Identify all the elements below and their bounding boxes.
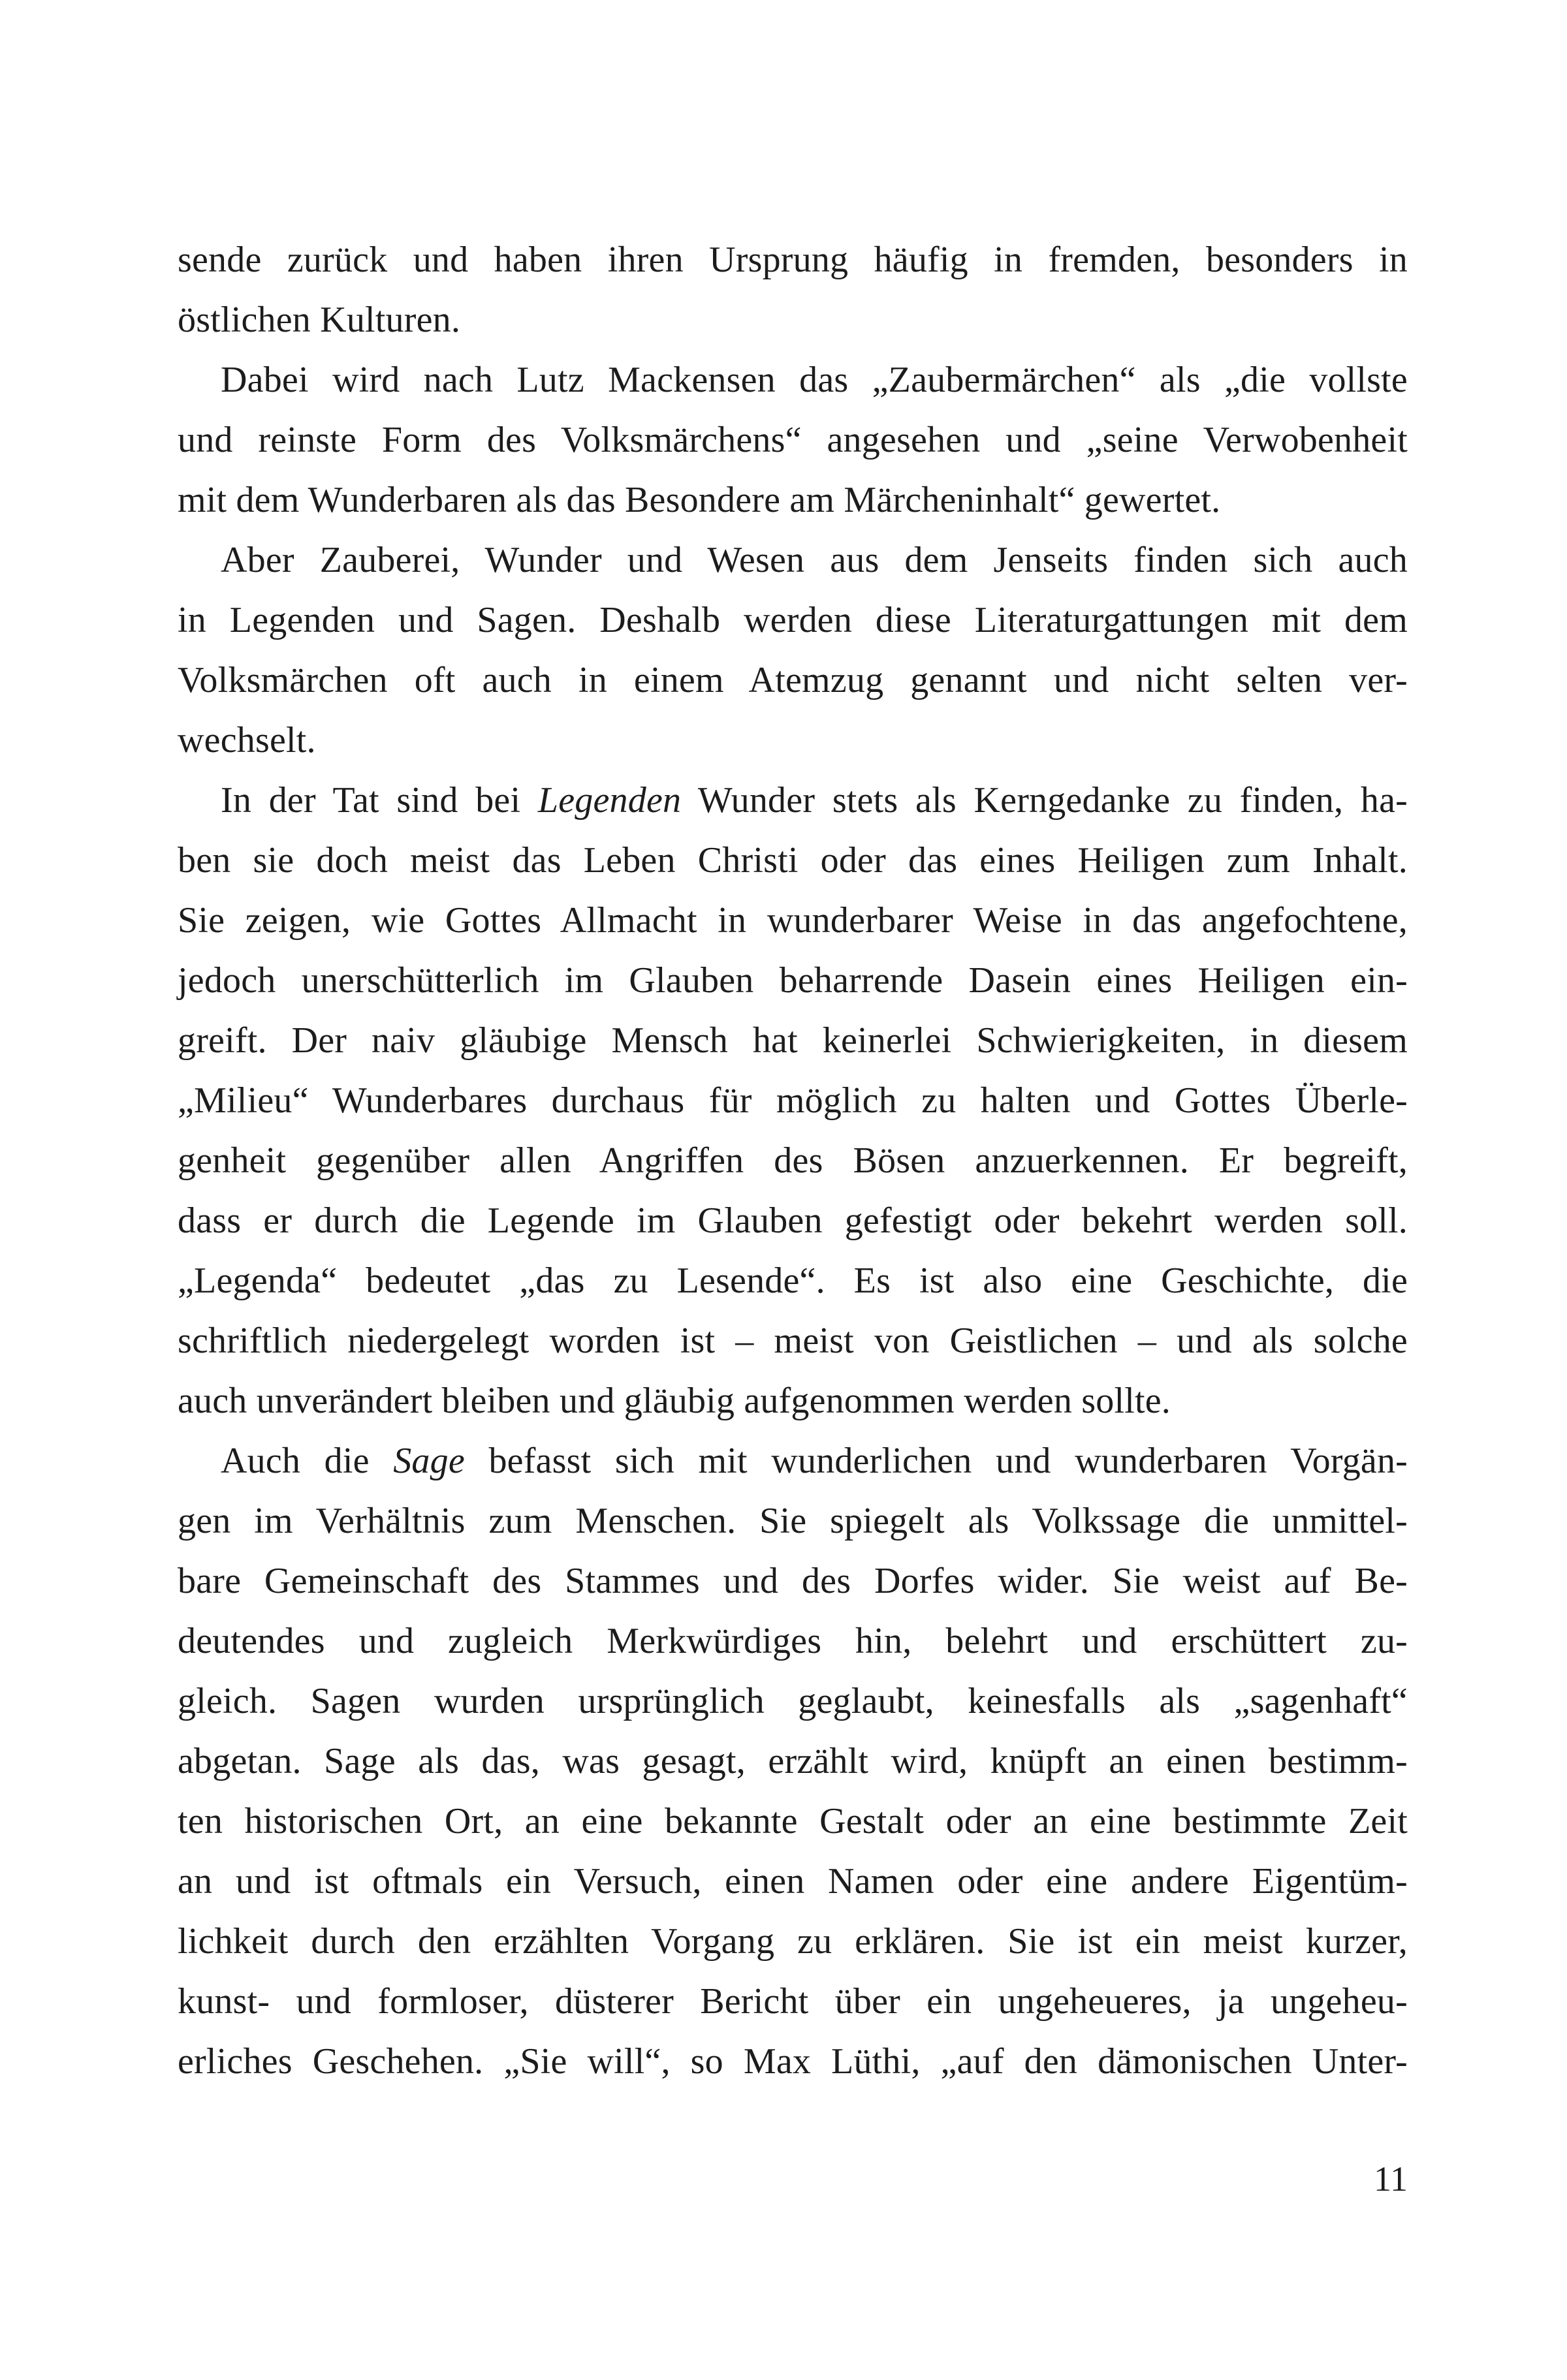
text-line: Aber Zauberei, Wunder und Wesen aus dem Jenseits finden sich auch [221,540,1408,580]
text-line: Sie zeigen, wie Gottes Allmacht in wunderbarer Weise in das angefochtene, [178,900,1408,941]
text-line: In der Tat sind bei Legenden Wunder stets als Kerngedanke zu finden, ha- [221,780,1408,821]
text-line: abgetan. Sage als das, was gesagt, erzählt wird, knüpft an einen bestimm- [178,1741,1408,1781]
text-line: sende zurück und haben ihren Ursprung häufig in fremden, besonders in [178,240,1408,280]
text-line: kunst- und formloser, düsterer Bericht über ein ungeheueres, ja ungeheu- [178,1981,1408,2022]
text-line: Dabei wird nach Lutz Mackensen das „Zaubermärchen“ als „die vollste [221,360,1408,400]
page-text-block [178,230,1408,2091]
text-line: schriftlich niedergelegt worden ist – meist von Geistlichen – und als solche [178,1321,1408,1361]
text-line: deutendes und zugleich Merkwürdiges hin, belehrt und erschüttert zu- [178,1621,1408,1661]
text-line: mit dem Wunderbaren als das Besondere am Märcheninhalt“ gewertet. [178,480,1221,520]
text-line: ben sie doch meist das Leben Christi oder das eines Heiligen zum Inhalt. [178,840,1408,881]
text-line: ten historischen Ort, an eine bekannte Gestalt oder an eine bestimmte Zeit [178,1801,1408,1841]
text-line: bare Gemeinschaft des Stammes und des Dorfes wider. Sie weist auf Be- [178,1561,1408,1601]
text-line: genheit gegenüber allen Angriffen des Bösen anzuerkennen. Er begreift, [178,1140,1408,1181]
text-line: jedoch unerschütterlich im Glauben beharrende Dasein eines Heiligen ein- [178,960,1408,1001]
text-line: dass er durch die Legende im Glauben gefestigt oder bekehrt werden soll. [178,1200,1408,1241]
text-line: „Legenda“ bedeutet „das zu Lesende“. Es ist also eine Geschichte, die [178,1260,1408,1301]
page-number: 11 [1374,2159,1408,2199]
text-line: auch unverändert bleiben und gläubig aufgenommen werden sollte. [178,1381,1171,1421]
text-line: gen im Verhältnis zum Menschen. Sie spiegelt als Volkssage die unmittel- [178,1501,1408,1541]
text-line: und reinste Form des Volksmärchens“ angesehen und „seine Verwobenheit [178,420,1408,460]
text-line: in Legenden und Sagen. Deshalb werden diese Literaturgattungen mit dem [178,600,1408,640]
text-line: an und ist oftmals ein Versuch, einen Namen oder eine andere Eigentüm- [178,1861,1408,1902]
text-line: Volksmärchen oft auch in einem Atemzug genannt und nicht selten ver- [178,660,1408,700]
text-line: östlichen Kulturen. [178,300,461,340]
text-line: gleich. Sagen wurden ursprünglich geglaubt, keinesfalls als „sagenhaft“ [178,1681,1408,1721]
text-line: greift. Der naiv gläubige Mensch hat keinerlei Schwierigkeiten, in diesem [178,1020,1408,1061]
text-line: „Milieu“ Wunderbares durchaus für möglich zu halten und Gottes Überle- [178,1080,1408,1121]
text-line: lichkeit durch den erzählten Vorgang zu erklären. Sie ist ein meist kurzer, [178,1921,1408,1962]
text-line: wechselt. [178,720,316,760]
text-line: Auch die Sage befasst sich mit wunderlichen und wunderbaren Vorgän- [221,1441,1408,1481]
text-line: erliches Geschehen. „Sie will“, so Max Lüthi, „auf den dämonischen Unter- [178,2041,1408,2082]
